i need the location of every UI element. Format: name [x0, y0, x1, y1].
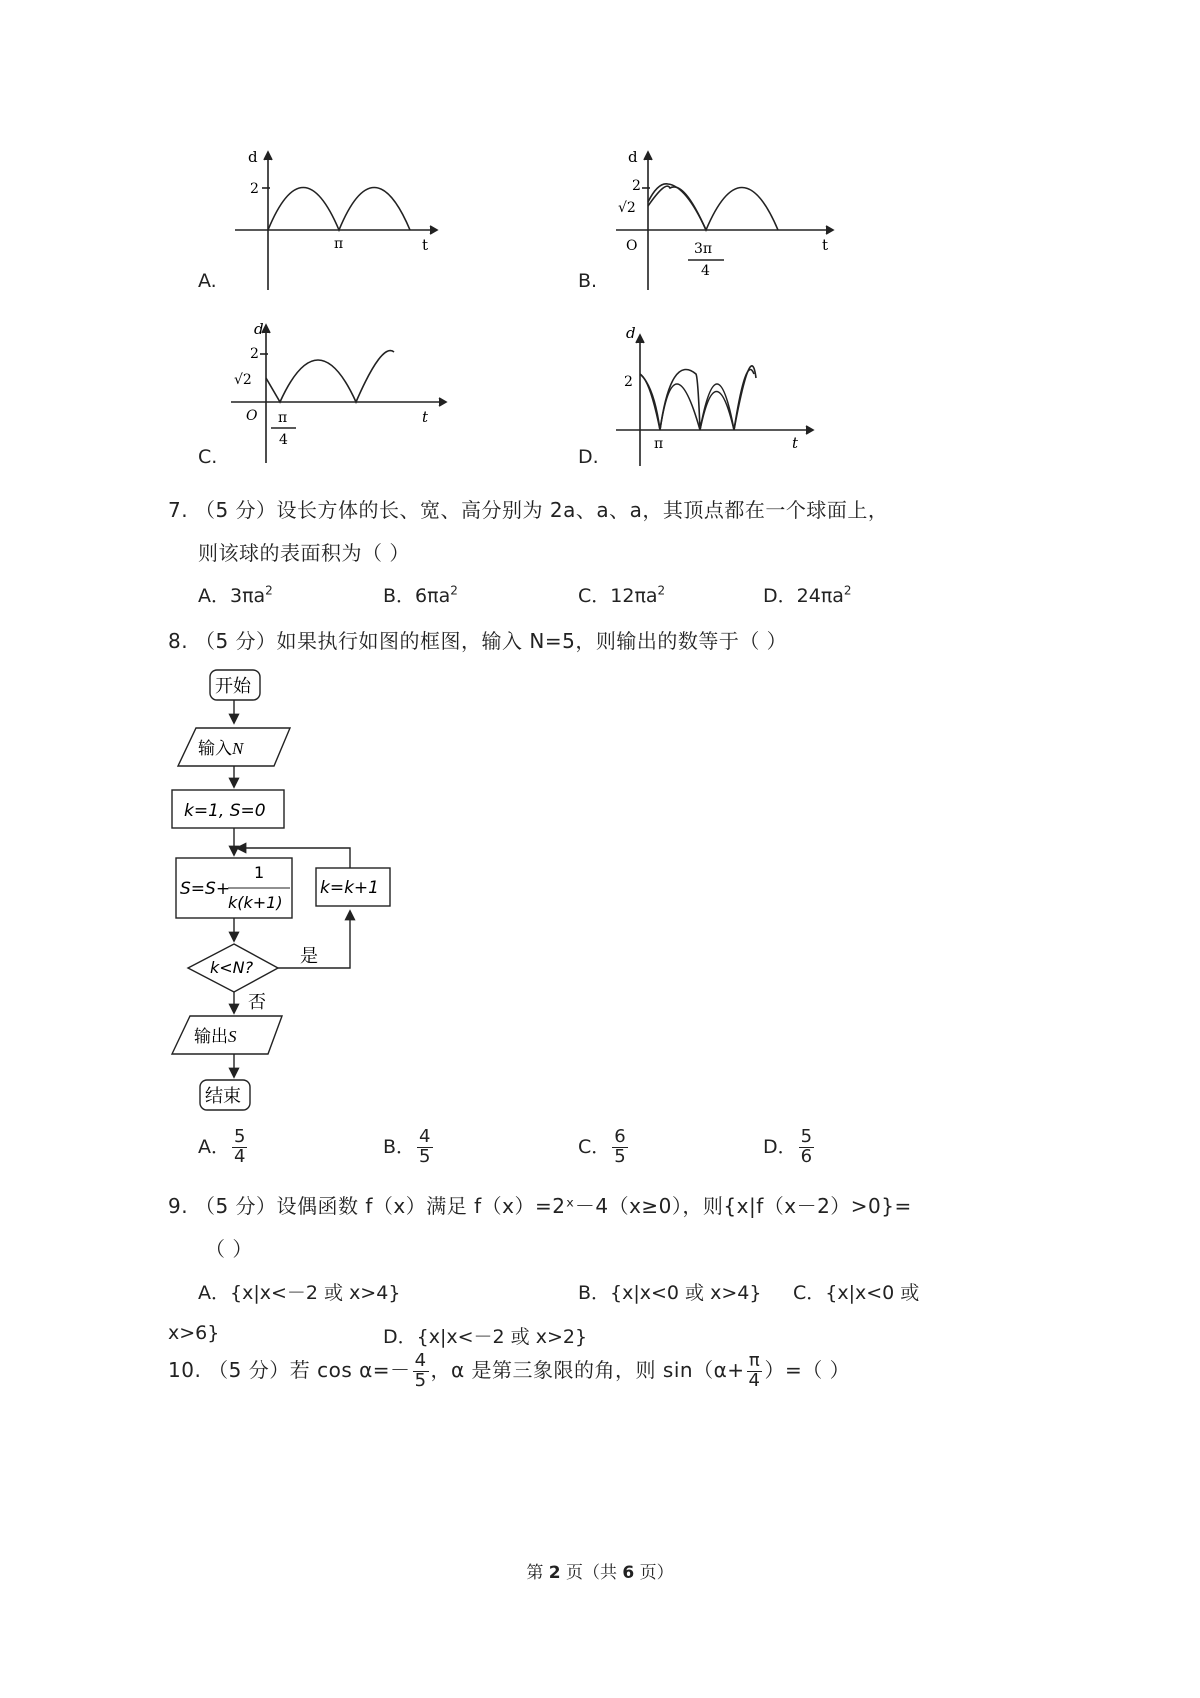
graph-d-label: D.	[578, 446, 599, 468]
page-footer: 第 2 页（共 6 页）	[526, 1563, 674, 1583]
q7-option-a: A．$3\pi a^2$	[198, 583, 273, 607]
q7-option-c: C．$12\pi a^2$	[578, 583, 666, 607]
graph-c-x-tick-den: 4	[279, 432, 288, 448]
graph-a-x-tick: π	[334, 236, 344, 252]
graph-b-x-tick-den: 4	[701, 263, 710, 279]
graph-d-y-axis: d	[626, 324, 636, 342]
graph-c-label: C.	[198, 446, 218, 468]
q8-option-c: C． $\frac{6}{5}$	[578, 1126, 626, 1167]
graph-d-x-axis: t	[792, 434, 799, 452]
flowchart	[160, 662, 420, 1122]
flow-update-den: k(k+1)	[228, 893, 283, 912]
graph-c	[216, 318, 456, 468]
q7-option-d: D．$24\pi a^2$	[763, 583, 852, 607]
flow-condition-text: k<N?	[210, 958, 254, 977]
q7-option-b: B．$6\pi a^2$	[383, 583, 458, 607]
flow-no-label: 否	[248, 992, 266, 1013]
flow-start-text: 开始	[215, 676, 251, 697]
graph-d-x-tick: π	[654, 436, 664, 452]
flow-input-text: 输入N	[198, 739, 244, 759]
graph-a-y-tick: 2	[250, 181, 259, 197]
q9-option-c-cont: x>6}	[168, 1322, 220, 1344]
graph-b	[606, 140, 846, 300]
q9-option-a: A．{x|x<－2 或 x>4}	[198, 1282, 401, 1304]
graph-c-y-tick2: √2	[234, 372, 252, 388]
q9-line2: （ ）	[205, 1237, 253, 1261]
flow-increment-text: k=k+1	[320, 878, 379, 898]
graph-a-y-axis: d	[248, 148, 258, 166]
flow-update-num: 1	[254, 863, 265, 882]
graph-b-y-tick: 2	[632, 178, 641, 194]
q7-line1: 7. （5 分）设长方体的长、宽、高分别为 2a、a、a，其顶点都在一个球面上，	[168, 498, 889, 522]
q8-line1: 8. （5 分）如果执行如图的框图，输入 N=5，则输出的数等于（ ）	[168, 629, 788, 653]
graph-b-label: B.	[578, 270, 598, 292]
graph-a-x-axis: t	[422, 236, 429, 254]
graph-c-y-axis: d	[254, 320, 264, 338]
q8-option-d: D． $\frac{5}{6}$	[763, 1126, 813, 1167]
q9-option-c: C．{x|x<0 或	[793, 1282, 920, 1304]
graph-b-x-tick-num: 3π	[694, 241, 713, 257]
q9-option-d: D．{x|x<－2 或 x>2}	[383, 1326, 588, 1348]
graph-b-y-tick2: √2	[618, 200, 636, 216]
graph-c-origin: O	[246, 408, 258, 424]
flow-end-text: 结束	[205, 1086, 241, 1107]
graph-d	[606, 318, 826, 468]
graph-a	[190, 140, 450, 300]
flow-init-text: k=1, S=0	[184, 801, 266, 821]
graph-c-y-tick: 2	[250, 346, 259, 362]
graph-b-origin: O	[626, 238, 638, 254]
graph-a-label: A.	[198, 270, 217, 292]
graph-b-x-axis: t	[822, 236, 829, 254]
graph-c-x-tick-num: π	[278, 410, 288, 426]
flow-output-text: 输出S	[194, 1027, 237, 1047]
graph-b-y-axis: d	[628, 148, 638, 166]
flow-yes-label: 是	[300, 946, 318, 967]
q8-option-a: A． $\frac{5}{4}$	[198, 1126, 246, 1167]
flow-update-lhs: S=S+	[180, 879, 231, 899]
graph-c-x-axis: t	[422, 408, 429, 426]
graph-d-y-tick: 2	[624, 374, 633, 390]
q9-line1: 9. （5 分）设偶函数 f（x）满足 f（x）=2ˣ－4（x≥0），则{x|f（x－2）>0}=	[168, 1194, 912, 1218]
q8-option-b: B． $\frac{4}{5}$	[383, 1126, 431, 1167]
q9-option-b: B．{x|x<0 或 x>4}	[578, 1282, 762, 1304]
q10-line: 10. （5 分）若 cos α=－ $\frac{4}{5}$ ，α 是第三象限的角，则 sin（α+ $\frac{\pi}{4}$ ）=（ ）	[168, 1350, 851, 1391]
q7-line2: 则该球的表面积为（ ）	[198, 541, 410, 565]
